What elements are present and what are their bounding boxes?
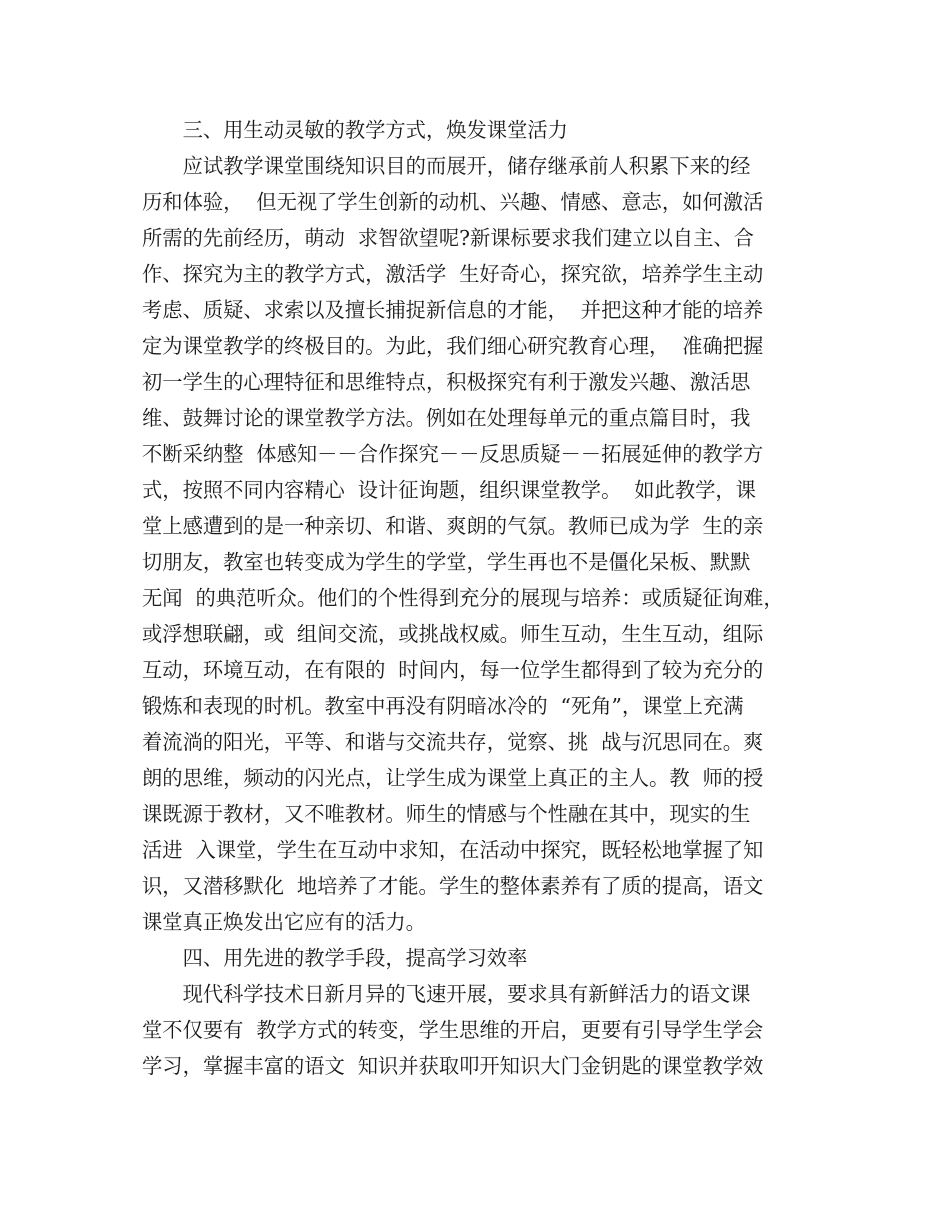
text-line: 式，按照不同内容精心 设计征询题，组织课堂教学。 如此教学，课 <box>142 478 756 502</box>
text-line: 作、探究为主的教学方式，激活学 生好奇心，探究欲，培养学生主动 <box>142 262 764 286</box>
text-line: 学习，掌握丰富的语文 知识并获取叩开知识大门金钥匙的课堂教学效 <box>142 1054 764 1078</box>
text-line: 切朋友，教室也转变成为学生的学堂，学生再也不是僵化呆板、默默 <box>142 550 751 574</box>
text-line: 考虑、质疑、求索以及擅长捕捉新信息的才能， 并把这种才能的培养 <box>142 298 764 322</box>
text-line: 或浮想联翩，或 组间交流，或挑战权威。师生互动，生生互动，组际 <box>142 622 764 646</box>
text-line: 维、鼓舞讨论的课堂教学方法。例如在处理每单元的重点篇目时，我 <box>142 406 751 430</box>
text-line: 课堂真正焕发出它应有的活力。 <box>142 910 426 934</box>
text-line: 无闻 的典范听众。他们的个性得到充分的展现与培养：或质疑征询难， <box>142 586 784 610</box>
text-line: 朗的思维，频动的闪光点，让学生成为课堂上真正的主人。教 师的授 <box>142 766 764 790</box>
heading-section-4: 四、用先进的教学手段，提高学习效率 <box>142 946 528 970</box>
text-line: 活进 入课堂，学生在互动中求知，在活动中探究，既轻松地掌握了知 <box>142 838 764 862</box>
text-line: 不断采纳整 体感知－－合作探究－－反思质疑－－拓展延伸的教学方 <box>142 442 764 466</box>
text-line: 初一学生的心理特征和思维特点，积极探究有利于激发兴趣、激活思 <box>142 370 751 394</box>
text-line: 识，又潜移默化 地培养了才能。学生的整体素养有了质的提高，语文 <box>142 874 764 898</box>
text-line: 定为课堂教学的终极目的。为此，我们细心研究教育心理， 准确把握 <box>142 334 764 358</box>
text-line: 应试教学课堂围绕知识目的而展开，储存继承前人积累下来的经 <box>142 154 751 178</box>
text-line: 锻炼和表现的时机。教室中再没有阴暗冰冷的 “死角”，课堂上充满 <box>142 694 744 718</box>
text-line: 堂不仅要有 教学方式的转变，学生思维的开启，更要有引导学生学会 <box>142 1018 764 1042</box>
text-line: 互动，环境互动，在有限的 时间内，每一位学生都得到了较为充分的 <box>142 658 764 682</box>
text-line: 课既源于教材，又不唯教材。师生的情感与个性融在其中，现实的生 <box>142 802 751 826</box>
text-line: 着流淌的阳光，平等、和谐与交流共存，觉察、挑 战与沉思同在。爽 <box>142 730 764 754</box>
text-line: 堂上感遭到的是一种亲切、和谐、爽朗的气氛。教师已成为学 生的亲 <box>142 514 764 538</box>
text-line: 历和体验， 但无视了学生创新的动机、兴趣、情感、意志，如何激活 <box>142 190 764 214</box>
heading-section-3: 三、用生动灵敏的教学方式，焕发课堂活力 <box>142 118 568 142</box>
text-line: 所需的先前经历，萌动 求智欲望呢?新课标要求我们建立以自主、合 <box>142 226 754 250</box>
text-line: 现代科学技术日新月异的飞速开展，要求具有新鲜活力的语文课 <box>142 982 751 1006</box>
